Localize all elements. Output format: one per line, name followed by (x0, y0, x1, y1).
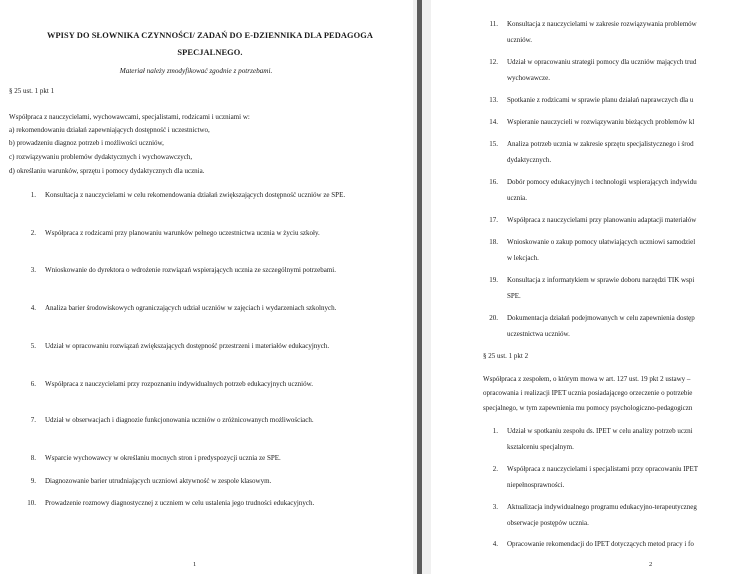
item-text: Współpraca z nauczycielami i specjalistami przy opracowaniu IPET niepełnosprawności. (507, 465, 699, 489)
item-number: 10. (27, 499, 36, 507)
intro-line: Współpraca z nauczycielami, wychowawcami, specjalistami, rodzicami i uczniami w: (9, 113, 250, 121)
item-text: Konsultacja z informatykiem w sprawie doboru narzędzi TIK wspi SPE. (507, 276, 695, 300)
item-text: Wnioskowanie do dyrektora o wdrożenie rozwiązań wspierających ucznia ze szczególnymi potrzebami. (45, 266, 336, 274)
item-text: Konsultacja z nauczycielami w zakresie rozwiązywania problemów uczniów. (507, 20, 697, 44)
item-number: 12. (489, 58, 498, 66)
item-text: Współpraca z nauczycielami przy planowaniu adaptacji materiałów (507, 216, 697, 224)
item-text: Analiza barier środowiskowych ograniczających udział uczniów w zajęciach i wydarzeniach szkolnych. (45, 304, 337, 312)
item-text: Prowadzenie rozmowy diagnostycznej z uczniem w celu ustalenia jego trudności edukacyjnych. (45, 499, 315, 507)
section-heading-pkt1: § 25 ust. 1 pkt 1 (9, 87, 55, 95)
item-text: Dobór pomocy edukacyjnych i technologii wspierających indywidu ucznia. (507, 178, 697, 202)
item-number: 13. (489, 96, 498, 104)
item-number: 1. (30, 191, 36, 199)
item-number: 16. (489, 178, 498, 186)
item-number: 18. (489, 238, 498, 246)
item-text: Diagnozowanie barier utrudniających uczniowi aktywność w zespole klasowym. (45, 477, 272, 485)
intro-line: specjalnego, w tym zapewnienia mu pomocy psychologiczno-pedagogiczn (483, 404, 693, 412)
intro-line: Współpraca z zespołem, o którym mowa w art. 127 ust. 19 pkt 2 ustawy – (483, 375, 691, 383)
item-text: Wnioskowanie o zakup pomocy ułatwiających uczniowi samodziel w lekcjach. (507, 238, 696, 262)
item-number: 3. (492, 503, 498, 511)
item-text: Wsparcie wychowawcy w określaniu mocnych stron i predyspozycji ucznia ze SPE. (45, 454, 281, 462)
page-number: 1 (193, 561, 197, 568)
item-number: 14. (489, 118, 498, 126)
page-separator (413, 0, 431, 574)
intro-line: c) rozwiązywaniu problemów dydaktycznych i wychowawczych, (9, 153, 193, 161)
page-title: WPISY DO SŁOWNIKA CZYNNOŚCI/ ZADAŃ DO E-DZIENNIKA DLA PEDAGOGA SPECJALNEGO. (46, 31, 374, 57)
item-number: 5. (30, 342, 36, 350)
item-text: Współpraca z rodzicami przy planowaniu warunków pełnego uczestnictwa ucznia w życiu szkoły. (45, 229, 320, 237)
item-number: 15. (489, 140, 498, 148)
item-text: Spotkanie z rodzicami w sprawie planu działań naprawczych dla u (507, 96, 694, 104)
item-text: Analiza potrzeb ucznia w zakresie sprzętu specjalistycznego i środ dydaktycznych. (507, 140, 694, 164)
item-number: 11. (489, 20, 498, 28)
item-text: Dokumentacja działań podejmowanych w celu zapewnienia dostęp uczestnictwa uczniów. (507, 314, 695, 338)
item-text: Aktualizacja indywidualnego programu edukacyjno-terapeutyczneg obserwacje postępów ucznia. (507, 503, 697, 527)
item-text: Opracowanie rekomendacji do IPET dotyczących metod pracy i fo (507, 540, 694, 548)
item-number: 6. (30, 380, 36, 388)
item-number: 1. (492, 427, 498, 435)
intro-line: d) określaniu warunków, sprzętu i pomocy dydaktycznych dla ucznia. (9, 167, 205, 175)
item-number: 4. (30, 304, 36, 312)
item-number: 7. (30, 416, 36, 424)
item-number: 20. (489, 314, 498, 322)
item-text: Wspieranie nauczycieli w rozwiązywaniu bieżących problemów kl (507, 118, 695, 126)
item-number: 9. (30, 477, 36, 485)
item-text: Konsultacja z nauczycielami w celu rekomendowania działań zwiększających dostępność uczniów ze SPE. (45, 191, 346, 199)
item-text: Współpraca z nauczycielami przy rozpoznaniu indywidualnych potrzeb edukacyjnych uczniów. (45, 380, 313, 388)
intro-line: opracowania i realizacji IPET ucznia posiadającego orzeczenie o potrzebie (483, 389, 693, 397)
item-text: Udział w obserwacjach i diagnozie funkcjonowania uczniów o zróżnicowanych możliwościach. (45, 416, 314, 424)
item-number: 2. (492, 465, 498, 473)
item-number: 2. (30, 229, 36, 237)
item-number: 17. (489, 216, 498, 224)
item-text: Udział w opracowaniu rozwiązań zwiększających dostępność przestrzeni i materiałów edukacyjnych. (45, 342, 330, 350)
intro-line: a) rekomendowaniu działań zapewniających dostępność i uczestnictwo, (9, 126, 210, 134)
item-text: Udział w spotkaniu zespołu ds. IPET w celu analizy potrzeb uczni kształceniu specjalnym. (507, 427, 693, 451)
item-number: 4. (492, 540, 498, 548)
item-number: 8. (30, 454, 36, 462)
item-text: Udział w opracowaniu strategii pomocy dla uczniów mających trud wychowawcze. (507, 58, 697, 82)
page-number: 2 (649, 561, 653, 568)
page-subtitle: Materiał należy zmodyfikować zgodnie z potrzebami. (119, 67, 273, 75)
intro-line: b) prowadzeniu diagnoz potrzeb i możliwości uczniów, (9, 139, 164, 147)
item-number: 3. (30, 266, 36, 274)
document-page-2 (431, 0, 750, 574)
section-heading-pkt2: § 25 ust. 1 pkt 2 (483, 352, 529, 360)
item-number: 19. (489, 276, 498, 284)
